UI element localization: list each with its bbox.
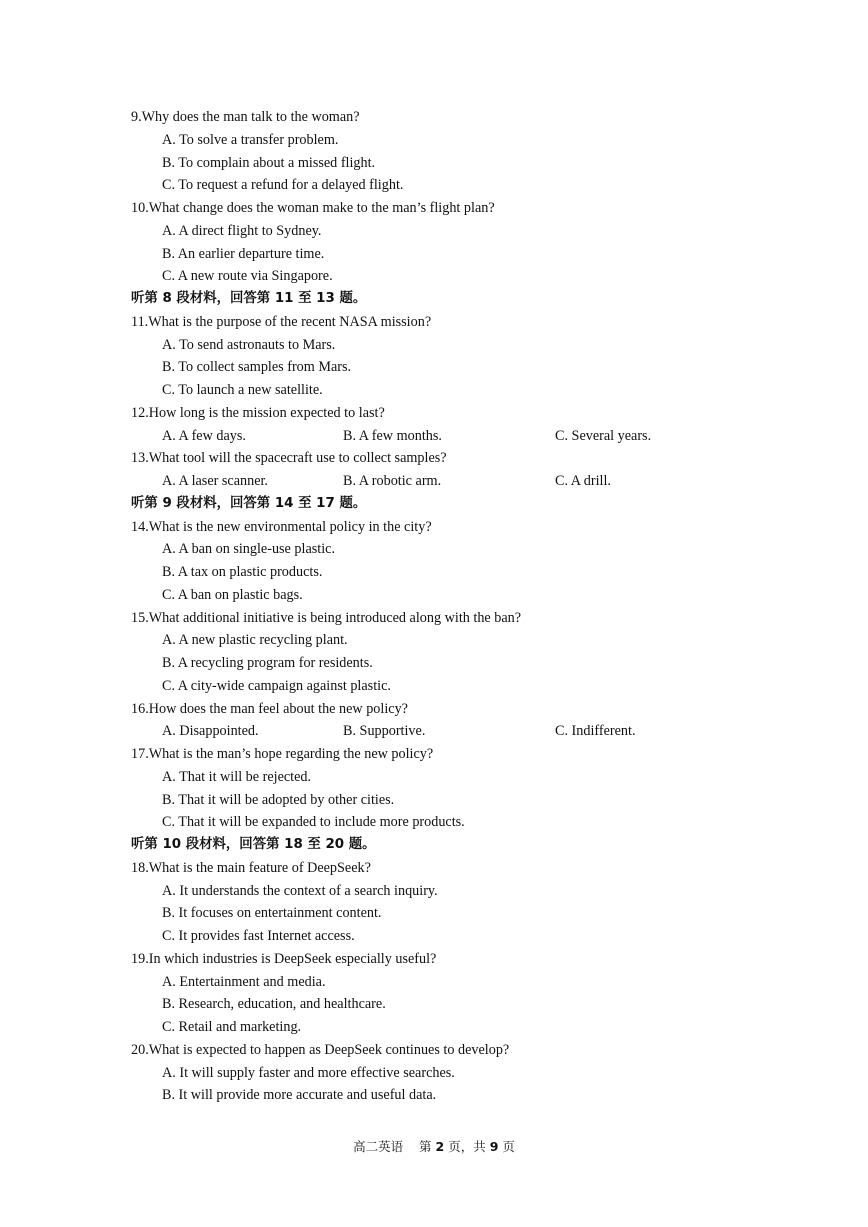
answer-option-row	[131, 470, 751, 493]
question-text: 10.What change does the woman make to the man’s flight plan?	[131, 200, 495, 216]
answer-option: C. To launch a new satellite.	[162, 382, 323, 398]
answer-option: C. A new route via Singapore.	[162, 268, 333, 285]
answer-option: A. A few days.	[162, 427, 246, 444]
answer-option: A. It understands the context of a search inquiry.	[162, 882, 438, 899]
answer-option: C. That it will be expanded to include more products.	[162, 814, 465, 831]
question-text: 9.Why does the man talk to the woman?	[131, 109, 360, 125]
answer-option: C. Indifferent.	[555, 723, 636, 740]
answer-option: A. Entertainment and media.	[162, 973, 326, 990]
answer-option: C. Retail and marketing.	[162, 1019, 302, 1035]
answer-option: A. That it will be rejected.	[162, 768, 312, 785]
question-text: 14.What is the new environmental policy in the city?	[131, 518, 432, 535]
footer-subject: 高二英语	[353, 1139, 404, 1154]
footer-page-prefix: 第	[419, 1139, 432, 1154]
question-text: 18.What is the main feature of DeepSeek?	[131, 859, 371, 876]
answer-option: C. It provides fast Internet access.	[162, 928, 355, 944]
answer-option: A. A laser scanner.	[162, 473, 268, 489]
answer-option: C. A drill.	[555, 473, 611, 489]
question-text: 19.In which industries is DeepSeek especially useful?	[131, 950, 437, 967]
answer-option: A. A ban on single-use plastic.	[162, 541, 335, 558]
answer-option: B. It focuses on entertainment content.	[162, 905, 382, 922]
answer-option-row	[131, 720, 751, 743]
answer-option: A. It will supply faster and more effective searches.	[162, 1064, 455, 1081]
answer-option: C. To request a refund for a delayed flight.	[162, 177, 404, 194]
answer-option: A. A direct flight to Sydney.	[162, 222, 322, 239]
answer-option: B. Supportive.	[343, 723, 426, 740]
footer-total-pages: 9	[489, 1139, 499, 1154]
answer-option: B. A tax on plastic products.	[162, 564, 323, 580]
answer-option: B. A robotic arm.	[343, 473, 442, 489]
answer-option: B. To collect samples from Mars.	[162, 359, 352, 376]
answer-option: B. A recycling program for residents.	[162, 655, 373, 671]
answer-option: B. A few months.	[343, 427, 442, 444]
section-heading: 听第 8 段材料，回答第 11 至 13 题。	[131, 291, 367, 306]
question-text: 16.How does the man feel about the new policy?	[131, 700, 408, 717]
question-text: 12.How long is the mission expected to last?	[131, 404, 385, 421]
question-text: 20.What is expected to happen as DeepSeek continues to develop?	[131, 1041, 510, 1058]
section-heading: 听第 9 段材料，回答第 14 至 17 题。	[131, 495, 367, 511]
answer-option: B. That it will be adopted by other cities.	[162, 791, 395, 808]
answer-option: C. Several years.	[555, 427, 652, 444]
footer-page-number: 2	[435, 1139, 445, 1154]
section-heading: 听第 10 段材料，回答第 18 至 20 题。	[131, 837, 376, 852]
answer-option: B. To complain about a missed flight.	[162, 154, 376, 171]
answer-option: B. An earlier departure time.	[162, 245, 325, 262]
answer-option: A. A new plastic recycling plant.	[162, 632, 348, 649]
question-text: 17.What is the man’s hope regarding the new policy?	[131, 746, 434, 762]
footer-page-suffix: 页	[502, 1139, 515, 1154]
answer-option: A. To solve a transfer problem.	[162, 131, 339, 148]
answer-option: B. Research, education, and healthcare.	[162, 996, 386, 1013]
question-text: 11.What is the purpose of the recent NASA mission?	[131, 313, 432, 330]
question-text: 13.What tool will the spacecraft use to collect samples?	[131, 450, 447, 467]
answer-option: B. It will provide more accurate and useful data.	[162, 1087, 437, 1104]
page-footer	[0, 1137, 868, 1157]
answer-option: A. Disappointed.	[162, 723, 259, 740]
question-list	[131, 106, 751, 1107]
question-text: 15.What additional initiative is being introduced along with the ban?	[131, 609, 522, 626]
answer-option-row	[131, 425, 751, 448]
answer-option: C. A city-wide campaign against plastic.	[162, 677, 391, 694]
answer-option: A. To send astronauts to Mars.	[162, 336, 336, 353]
answer-option: C. A ban on plastic bags.	[162, 586, 303, 603]
footer-page-middle: 页，共	[448, 1139, 486, 1154]
